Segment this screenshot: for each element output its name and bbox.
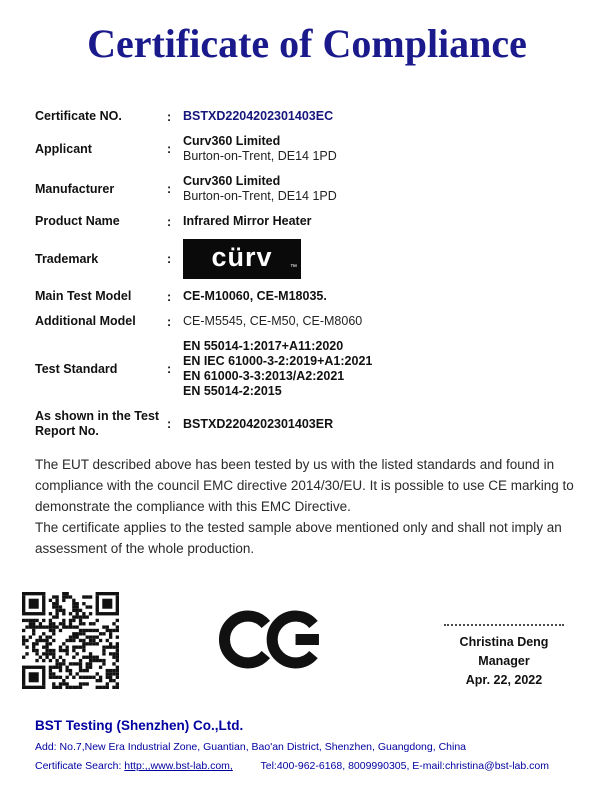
signature-date: Apr. 22, 2022 [465,673,543,687]
field-row-main-test-model [35,289,584,304]
ce-mark-icon [217,608,323,676]
field-colon: : [167,142,172,156]
test-standard-label: Test Standard [35,361,118,376]
curv-brand-logo [183,239,301,279]
field-colon: : [167,362,172,376]
main-test-model-value: CE-M10060, CE-M18035. [183,289,327,303]
manufacturer-address: Burton-on-Trent, DE14 1PD [183,189,337,203]
field-row-manufacturer [35,174,584,204]
curv-logo-text: cürv [211,242,273,272]
test-report-no-label: As shown in the Test Report No. [35,409,160,438]
test-standard-line: EN IEC 61000-3-2:2019+A1:2021 [183,354,373,368]
declaration-paragraph-1: The EUT described above has been tested by us with the listed standards and found in compliance with the council EMC directive 2014/30/EU. It is possible to use CE marking to demonstrate the compliance with this EMC Directive. [35,457,574,514]
manufacturer-value [183,174,337,204]
additional-model-label: Additional Model [35,314,136,328]
field-row-test-report-no [35,409,584,439]
test-standard-line: EN 55014-2:2015 [183,384,282,398]
lab-company-name: BST Testing (Shenzhen) Co.,Ltd. [35,718,244,733]
field-colon: : [167,314,172,329]
footer [35,718,596,772]
lab-address: Add: No.7,New Era Industrial Zone, Guantian, Bao'an District, Shenzhen, Guangdong, China [35,741,467,753]
field-colon: : [167,214,172,229]
page-title: Certificate of Compliance [87,21,527,66]
trademark-label: Trademark [35,251,99,266]
certificate-search-line [35,760,596,772]
additional-model-value: CE-M5545, CE-M50, CE-M8060 [183,314,363,328]
certificate-fields [35,109,584,439]
test-report-no-value: BSTXD2204202301403ER [183,416,334,431]
certificate-search-label: Certificate Search: [35,760,122,772]
applicant-name: Curv360 Limited [183,134,281,148]
trademark-value [183,239,301,279]
manufacturer-name: Curv360 Limited [183,174,281,188]
signatory-name: Christina Deng [459,635,549,649]
field-row-applicant [35,134,584,164]
signature-dotted-line [444,624,564,626]
field-colon: : [167,417,172,431]
test-standard-line: EN 61000-3-3:2013/A2:2021 [183,369,345,383]
product-name-label: Product Name [35,214,120,228]
marks-row [0,592,614,690]
test-standard-line: EN 55014-1:2017+A11:2020 [183,339,344,353]
qr-code [22,592,119,689]
field-colon: : [167,109,172,124]
declaration-paragraph-2: The certificate applies to the tested sample above mentioned only and shall not imply an assessment of the whole production. [35,520,562,556]
signature-block [434,624,574,690]
applicant-value [183,134,337,164]
field-row-trademark [35,239,584,279]
test-standard-value [183,339,372,399]
certificate-search-link[interactable]: http:,,www.bst-lab.com, [124,760,233,772]
lab-contact-info: Tel:400-962-6168, 8009990305, E-mail:christina@bst-lab.com [260,760,549,772]
field-row-test-standard [35,339,584,399]
declaration-text [35,454,586,559]
manufacturer-label: Manufacturer [35,181,115,196]
signatory-title: Manager [478,654,530,668]
field-colon: : [167,289,172,304]
field-colon: : [167,182,172,196]
product-name-value: Infrared Mirror Heater [183,214,312,228]
applicant-address: Burton-on-Trent, DE14 1PD [183,149,337,163]
certificate-no-value: BSTXD2204202301403EC [183,109,334,123]
field-row-certificate-no [35,109,584,124]
field-row-additional-model [35,314,584,329]
field-row-product-name [35,214,584,229]
applicant-label: Applicant [35,141,92,156]
field-colon: : [167,252,172,266]
trademark-symbol-icon: ™ [290,264,297,271]
main-test-model-label: Main Test Model [35,289,132,303]
certificate-no-label: Certificate NO. [35,109,122,123]
